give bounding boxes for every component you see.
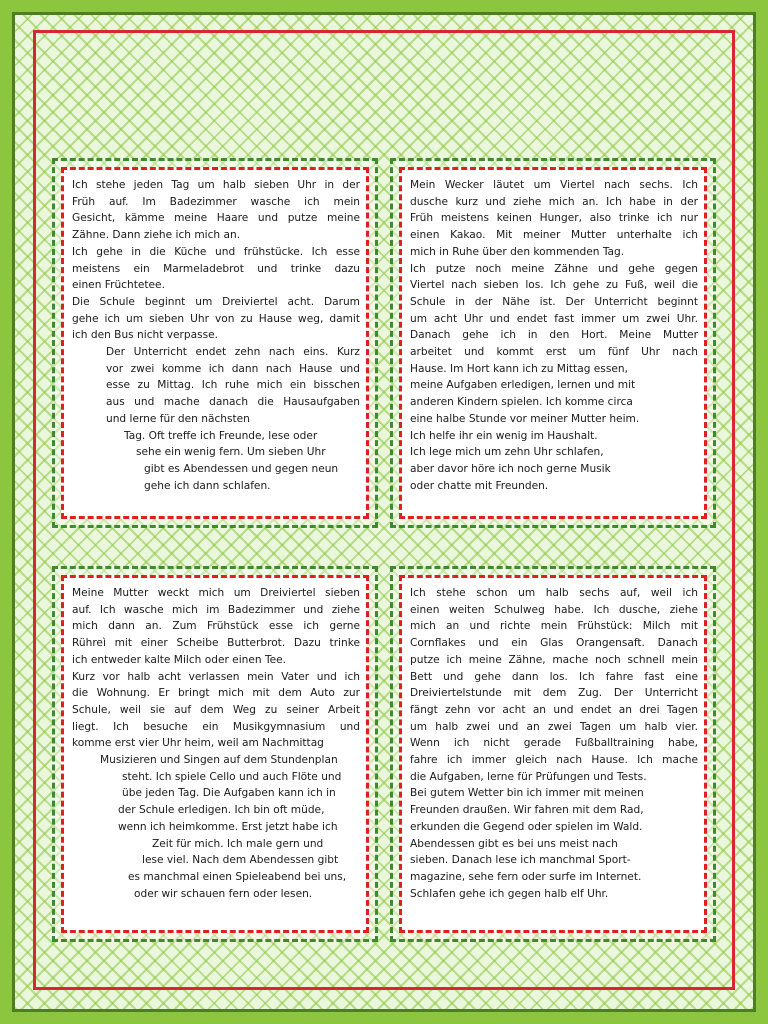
text-line: Gesicht, kämme meine Haare und putze meine [72, 212, 360, 225]
text-line: Schlafen gehe ich gegen halb elf Uhr. [410, 887, 609, 900]
text-line: eine halbe Stunde vor meiner Mutter heim. [410, 412, 640, 425]
text-line: Viertel nach sieben los. Ich gehe zu Fuß, weil die [410, 279, 698, 292]
text-line: esse zu Mittag. Ich ruhe mich ein bisschen [106, 379, 360, 392]
text-line: aus und mache danach die Hausaufgaben [106, 396, 360, 409]
text-line: Die Schule beginnt um Dreiviertel acht. Darum [72, 295, 360, 308]
text-card-3 [52, 566, 378, 942]
text-line: wenn ich heimkomme. Erst jetzt habe ich [118, 820, 338, 833]
text-card-3-body [61, 575, 369, 933]
text-line: mich an und richte mein Frühstück: Milch mit [410, 620, 698, 633]
text-line: Mein Wecker läutet um Viertel nach sechs. Ich [410, 179, 698, 191]
text-line: anderen Kindern spielen. Ich komme circa [410, 396, 633, 409]
text-line: die Aufgaben, lerne für Prüfungen und Tests. [410, 770, 647, 783]
text-line: gibt es Abendessen und gegen neun [144, 462, 339, 475]
text-line: liegt. Ich besuche ein Musikgymnasium und [72, 720, 360, 733]
text-line: einen weiten Schulweg habe. Ich dusche, ziehe [410, 603, 698, 616]
text-line: Musizieren und Singen auf dem Stundenplan [100, 754, 338, 767]
text-line: und lerne für den nächsten [106, 412, 250, 425]
text-card-2-body [399, 167, 707, 519]
text-line: einen Früchtetee. [72, 279, 165, 292]
text-line: Ich lege mich um zehn Uhr schlafen, [410, 446, 604, 459]
text-line: Früh auf. Im Badezimmer wasche ich mein [72, 195, 360, 208]
text-line: vor zwei komme ich dann nach Hause und [106, 362, 360, 375]
text-card-4 [390, 566, 716, 942]
text-line: Bei gutem Wetter bin ich immer mit meinen [410, 787, 644, 800]
text-line: Hause. Im Hort kann ich zu Mittag essen, [410, 362, 628, 375]
text-line: Zeit für mich. Ich male gern und [152, 837, 324, 850]
text-line: Danach gehe ich in den Hort. Meine Mutter [410, 329, 698, 342]
text-line: magazine, sehe fern oder surfe im Internet. [410, 870, 642, 883]
text-line: ich entweder kalte Milch oder einen Tee. [72, 653, 287, 666]
text-line: übe jeden Tag. Die Aufgaben kann ich in [122, 787, 336, 800]
text-line: ich den Bus nicht verpasse. [72, 329, 219, 342]
text-line: Kurz vor halb acht verlassen mein Vater und ich [72, 670, 360, 683]
text-card-1-body [61, 167, 369, 519]
text-line: um halb zwei und an zwei Tagen um halb vier. [410, 720, 698, 733]
text-line: sehe ein wenig fern. Um sieben Uhr [136, 446, 326, 459]
text-line: Ich stehe schon um halb sechs auf, weil ich [410, 587, 698, 599]
text-line: Freunden draußen. Wir fahren mit dem Rad, [410, 804, 644, 817]
text-line: Schule, weil sie auf dem Weg zu seiner Arbeit [72, 703, 360, 716]
text-line: lese viel. Nach dem Abendessen gibt [142, 854, 339, 867]
text-line: Früh meistens keinen Hunger, also trinke ich nur [410, 212, 698, 225]
text-line: erkunden die Gegend oder spielen im Wald. [410, 820, 643, 833]
text-line: aber davor höre ich noch gerne Musik [410, 462, 611, 475]
text-line: Dreiviertelstunde mit dem Zug. Der Unterricht [410, 687, 698, 700]
text-line: um acht Uhr und endet fast immer um zwei Uhr. [410, 312, 698, 325]
text-line: Cornflakes und ein Glas Orangensaft. Danach [410, 637, 698, 650]
text-line: arbeitet und kommt erst um fünf Uhr nach [410, 346, 698, 359]
text-line: oder chatte mit Freunden. [410, 479, 549, 492]
text-line: mich dann an. Zum Frühstück esse ich gerne [72, 620, 360, 633]
text-line: meine Aufgaben erledigen, lernen und mit [410, 379, 636, 392]
text-line: Abendessen gibt es bei uns meist nach [410, 837, 618, 850]
text-line: putze ich meine Zähne, mache noch schnell mein [410, 653, 698, 666]
text-line: sieben. Danach lese ich manchmal Sport- [410, 854, 631, 867]
text-line: Ich stehe jeden Tag um halb sieben Uhr in der [72, 179, 360, 191]
text-line: auf. Ich wasche mich im Badezimmer und ziehe [72, 603, 360, 616]
text-line: Bett und gehe dann los. Ich fahre fast eine [410, 670, 698, 683]
text-line: gehe ich dann schlafen. [144, 479, 271, 492]
text-line: Zähne. Dann ziehe ich mich an. [72, 229, 241, 242]
text-line: komme erst vier Uhr heim, weil am Nachmittag [72, 737, 324, 750]
text-line: mich in Ruhe über den kommenden Tag. [410, 245, 625, 258]
text-line: Meine Mutter weckt mich um Dreiviertel sieben [72, 587, 360, 599]
text-line: Ich helfe ihr ein wenig im Haushalt. [410, 429, 598, 442]
text-line: Schule in der Nähe ist. Der Unterricht beginnt [410, 295, 698, 308]
text-card-2 [390, 158, 716, 528]
text-line: es manchmal einen Spieleabend bei uns, [128, 870, 347, 883]
text-line: einen Kakao. Mit meiner Mutter unterhalte ich [410, 229, 698, 242]
text-line: oder wir schauen fern oder lesen. [134, 887, 313, 900]
text-card-1 [52, 158, 378, 528]
text-line: Ich putze noch meine Zähne und gehe gegen [410, 262, 698, 275]
text-line: Wenn ich nicht gerade Fußballtraining habe, [410, 737, 698, 750]
text-line: fängt zehn vor acht an und endet an drei Tagen [410, 703, 698, 716]
text-line: der Schule erledigen. Ich bin oft müde, [118, 804, 325, 817]
text-line: dusche kurz und ziehe mich an. Ich habe in der [410, 195, 698, 208]
text-card-4-body [399, 575, 707, 933]
text-line: Ich gehe in die Küche und frühstücke. Ich esse [72, 245, 360, 258]
text-line: gehe ich um sieben Uhr von zu Hause weg, damit [72, 312, 360, 325]
text-line: steht. Ich spiele Cello und auch Flöte und [122, 770, 342, 783]
text-line: Der Unterricht endet zehn nach eins. Kurz [106, 346, 360, 359]
text-line: die Wohnung. Er bringt mich mit dem Auto zur [72, 687, 360, 700]
text-line: Rühreì mit einer Scheibe Butterbrot. Dazu trinke [72, 637, 360, 650]
text-line: fahre ich immer gleich nach Hause. Ich mache [410, 754, 698, 767]
text-line: Tag. Oft treffe ich Freunde, lese oder [124, 429, 318, 442]
text-line: meistens ein Marmeladebrot und trinke dazu [72, 262, 360, 275]
